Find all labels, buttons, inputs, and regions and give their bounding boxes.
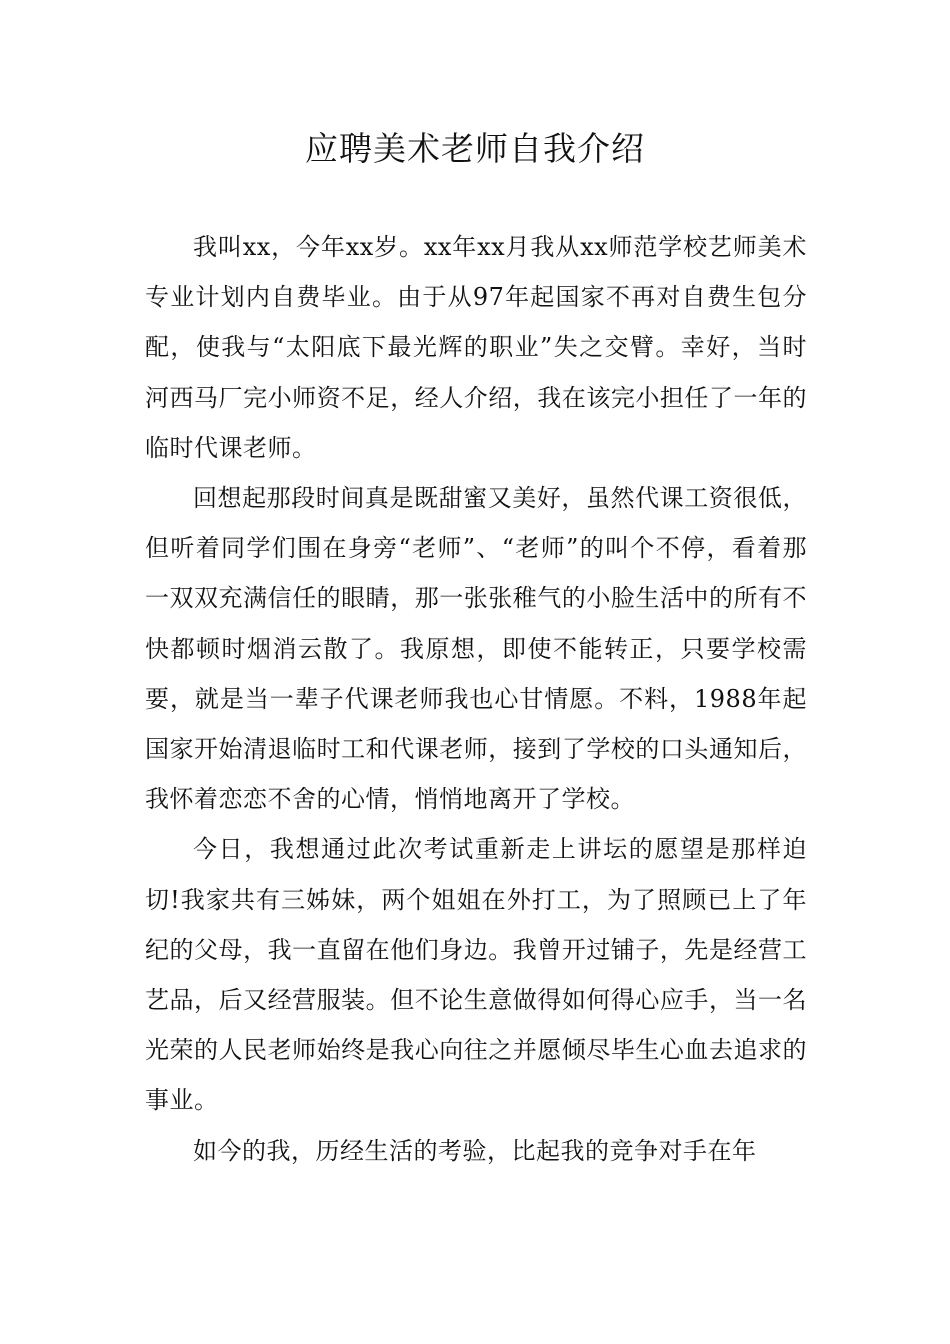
paragraph-3: 今日，我想通过此次考试重新走上讲坛的愿望是那样迫切!我家共有三姊妹，两个姐姐在外打工，为了照顾已上了年纪的父母，我一直留在他们身边。我曾开过铺子，先是经营工艺品，后又经营服装。但不论生意做得如何得心应手，当一名光荣的人民老师始终是我心向往之并愿倾尽毕生心血去追求的事业。 [145, 835, 807, 1115]
document-title: 应聘美术老师自我介绍 [305, 129, 645, 168]
paragraph-1: 我叫xx，今年xx岁。xx年xx月我从xx师范学校艺师美术专业计划内自费毕业。由于从97年起国家不再对自费生包分配，使我与“太阳底下最光辉的职业”失之交臂。幸好，当时河西马厂完小师资不足，经人介绍，我在该完小担任了一年的临时代课老师。 [145, 233, 807, 462]
paragraph-2: 回想起那段时间真是既甜蜜又美好，虽然代课工资很低，但听着同学们围在身旁“老师”、“老师”的叫个不停，看着那一双双充满信任的眼睛，那一张张稚气的小脸生活中的所有不快都顿时烟消云散了。我原想，即使不能转正，只要学校需要，就是当一辈子代课老师我也心甘情愿。不料，1988年起国家开始清退临时工和代课老师，接到了学校的口头通知后，我怀着恋恋不舍的心情，悄悄地离开了学校。 [145, 484, 807, 814]
paragraph-4: 如今的我，历经生活的考验，比起我的竞争对手在年 [193, 1136, 757, 1165]
document-body [145, 222, 807, 1176]
